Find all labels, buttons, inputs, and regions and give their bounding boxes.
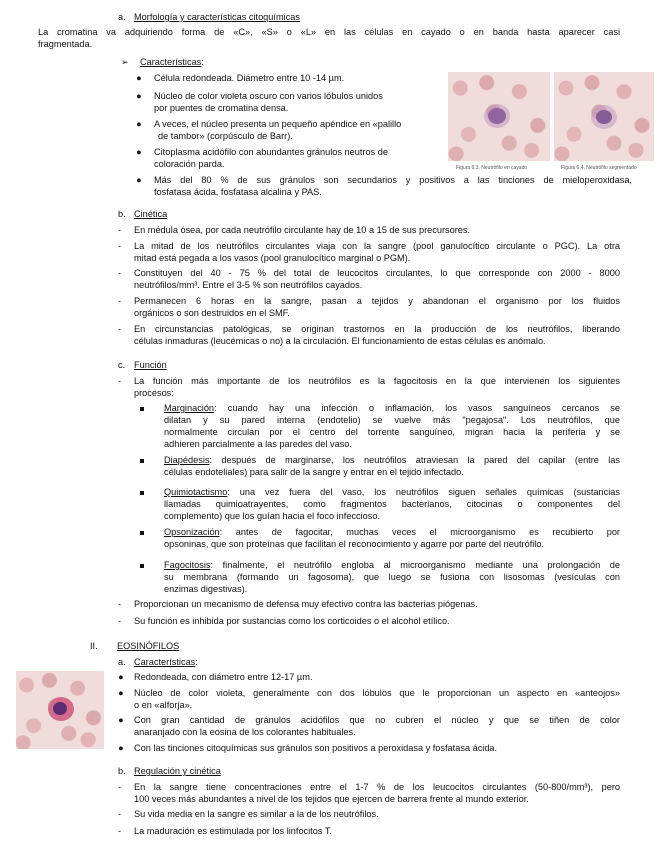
eosinophil-image [16, 671, 104, 749]
eosinophil-characteristics-heading: Características: [134, 657, 198, 667]
cytoplasm-shape [591, 105, 617, 129]
kinetics-line: células inmaduras (leucémicas o no) a la circulación. El funcionamiento de estas células es anómalo. [134, 336, 546, 346]
regulation-heading: Regulación y cinética [134, 766, 221, 776]
section-ii-a-letter: a. [118, 657, 126, 667]
figure-caption-1: Figura 6.3. Neutrófilo en cayado [456, 165, 528, 171]
section-a-intro-line2: fragmentada. [38, 39, 93, 49]
dash-bullet-icon: - [118, 809, 122, 819]
section-a-intro-line1: La cromatina va adquiriendo forma de «C», «S» o «L» en las células en cayado o en banda hasta aparecer casi [38, 27, 620, 37]
kinetics-line: neutrófilos/mm³. Entre el 3-5 % son neutrófilos cayados. [134, 280, 363, 290]
characteristic-line: por puentes de cromatina densa. [154, 103, 289, 113]
regulation-line: Su vida media en la sangre es similar a la de los neutrófilos. [134, 809, 379, 819]
phagocytosis-step-line: células endoteliales) para salir de la sangre y entrar en el tejido infectado. [164, 467, 464, 477]
function-extra-line: Proporcionan un mecanismo de defensa muy efectivo contra las bacterias piógenas. [134, 599, 478, 609]
dash-bullet-icon: - [118, 782, 122, 792]
kinetics-line: mitad está pegada a los vasos (pool granulocítico marginal o PGM). [134, 253, 411, 263]
characteristic-line: Más del 80 % de sus gránulos son secundarios y positivos a las tinciones de mieloperoxidasa, [154, 175, 632, 185]
dash-bullet-icon: - [118, 268, 122, 278]
step-term: Fagocitosis [164, 560, 211, 570]
step-description: : cuando hay una infección o inflamación, los vasos sanguíneos cercanos se [214, 403, 620, 413]
bullet-dot-icon: ● [136, 175, 142, 185]
characteristic-line: Célula redondeada. Diámetro entre 10 -14 µm. [154, 73, 345, 83]
eosinophil-characteristic-line: Redondeada, con diámetro entre 12-17 µm. [134, 672, 313, 682]
arrow-bullet-icon: ➢ [121, 57, 129, 67]
dash-bullet-icon: - [118, 241, 122, 251]
characteristic-line: A veces, el núcleo presenta un pequeño apéndice en «palillo [154, 119, 402, 129]
dash-bullet-icon: - [118, 376, 122, 386]
phagocytosis-step-line [164, 487, 620, 499]
square-bullet-icon [140, 531, 144, 535]
banded-neutrophil-image [448, 72, 550, 161]
bullet-dot-icon: ● [136, 119, 142, 129]
characteristic-line: de tambor» (corpúsculo de Barr). [158, 131, 293, 141]
nucleus-shape [53, 702, 67, 715]
function-extra-line: Su función es inhibida por sustancias como los corticoides o el alcohol etílico. [134, 616, 450, 626]
step-description: : una vez fuera del vaso, los neutrófilos siguen señales químicas (sustancias [227, 487, 620, 497]
phagocytosis-step-line [164, 403, 620, 415]
segmented-neutrophil-image [554, 72, 654, 161]
eosinophil-characteristic-line: o en «alforja». [134, 700, 193, 710]
phagocytosis-step-line [164, 527, 620, 539]
characteristic-line: fosfatasa ácida, fosfatasa alcalina y PAS. [154, 187, 322, 197]
cytoplasm-shape [484, 104, 510, 128]
bullet-dot-icon: ● [136, 91, 142, 101]
section-c-letter: c. [118, 360, 126, 370]
regulation-line: En la sangre tiene concentraciones entre el 1-7 % de los leucocitos circulantes (50-800/mm³), pero [134, 782, 620, 792]
bullet-dot-icon: ● [136, 147, 142, 157]
step-term: Marginación [164, 403, 215, 413]
bullet-dot-icon: ● [136, 73, 142, 83]
section-b-heading: Cinética [134, 209, 168, 219]
section-a-letter: a. [118, 12, 126, 22]
kinetics-line: En circunstancias patológicas, se originan trastornos en la producción de los neutrófilos, liberando [134, 324, 620, 334]
phagocytosis-step-line: adhieren parcialmente a las paredes del vaso. [164, 439, 352, 449]
phagocytosis-step-line: su membrana (formando un fagosoma), que luego se fusiona con lisosomas (vesículas con [164, 572, 620, 582]
phagocytosis-step-line: normalmente circulan por el centro del torrente sanguíneo, migran hacia la periferia y se [164, 427, 620, 437]
characteristic-line: Citoplasma acidófilo con abundantes gránulos neutros de [154, 147, 388, 157]
phagocytosis-step-line: llamadas quimioatrayentes, como fragmentos bacterianos, citocinas o componentes del [164, 499, 620, 509]
dash-bullet-icon: - [118, 324, 122, 334]
eosinophil-characteristic-line: Núcleo de color violeta, generalmente con dos lóbulos que le proporcionan un aspecto en «anteojos» [134, 688, 620, 698]
dash-bullet-icon: - [118, 599, 122, 609]
section-ii-numeral: II. [90, 641, 98, 651]
function-intro-line: La función más importante de los neutrófilos es la fagocitosis en la que intervienen los siguientes [134, 376, 620, 386]
characteristic-line: Núcleo de color violeta oscuro con varios lóbulos unidos [154, 91, 383, 101]
step-term: Diapédesis [164, 455, 210, 465]
kinetics-line: Permanecen 6 horas en la sangre, pasan a tejidos y abandonan el organismo por los fluidos [134, 296, 620, 306]
square-bullet-icon [140, 459, 144, 463]
square-bullet-icon [140, 564, 144, 568]
kinetics-line: orgánicos o son destruidos en el SMF. [134, 308, 290, 318]
eosinophils-heading: EOSINÓFILOS [117, 641, 180, 651]
phagocytosis-step-line [164, 455, 620, 467]
dash-bullet-icon: - [118, 826, 122, 836]
section-b-letter: b. [118, 209, 126, 219]
figure-caption-2: Figura 6.4. Neutrófilo segmentado [561, 165, 637, 171]
step-term: Quimiotactismo [164, 487, 228, 497]
step-description: : finalmente, el neutrófilo engloba al microorganismo mediante una prolongación de [210, 560, 620, 570]
phagocytosis-step-line: opsoninas, que son proteínas que facilitan el reconocimiento y agarre por parte del neutrófilo. [164, 539, 544, 549]
section-c-heading: Función [134, 360, 167, 370]
section-a-heading: Morfología y características citoquímicas [134, 12, 300, 22]
function-intro-line: procesos: [134, 388, 174, 398]
dash-bullet-icon: - [118, 616, 122, 626]
step-description: : después de marginarse, los neutrófilos atraviesan la pared del capilar (entre las [209, 455, 620, 465]
section-ii-b-letter: b. [118, 766, 126, 776]
square-bullet-icon [140, 491, 144, 495]
eosinophil-characteristic-line: Con las tinciones citoquímicas sus gránulos son positivos a peroxidasa y fosfatasa ácida. [134, 743, 498, 753]
regulation-line: La maduración es estimulada por los linfocitos T. [134, 826, 332, 836]
step-description: : antes de fagocitar, muchas veces el microorganismo es recubierto por [219, 527, 620, 537]
characteristic-line: coloración parda. [154, 159, 225, 169]
kinetics-line: Constituyen del 40 - 75 % del total de leucocitos circulantes, lo que corresponde con 2000 - 8000 [134, 268, 620, 278]
characteristics-heading: Características: [140, 57, 204, 67]
step-term: Opsonización [164, 527, 220, 537]
eosinophil-characteristic-line: anaranjado con la eosina de los colorantes habituales. [134, 727, 356, 737]
bullet-dot-icon: ● [118, 743, 124, 753]
kinetics-line: La mitad de los neutrófilos circulantes viaja con la sangre (pool ganulocítico circulante o PGC). La otra [134, 241, 620, 251]
regulation-line: 100 veces más abundantes a nivel de los tejidos que ejercen de barrera frente al mundo exterior. [134, 794, 529, 804]
dash-bullet-icon: - [118, 225, 122, 235]
bullet-dot-icon: ● [118, 672, 124, 682]
phagocytosis-step-line: enzimas digestivas). [164, 584, 248, 594]
eosinophil-characteristic-line: Con gran cantidad de gránulos acidófilos que no cubren el núcleo y que se tiñen de color [134, 715, 620, 725]
bullet-dot-icon: ● [118, 715, 124, 725]
phagocytosis-step-line [164, 560, 620, 572]
phagocytosis-step-line: complemento) que los guían hacia el foco infeccioso. [164, 511, 381, 521]
bullet-dot-icon: ● [118, 688, 124, 698]
square-bullet-icon [140, 407, 144, 411]
phagocytosis-step-line: dilatan y su pared interna (endotelio) se vuelve más "pegajosa". Los neutrófilos, que [164, 415, 620, 425]
kinetics-line: En médula ósea, por cada neutrófilo circulante hay de 10 a 15 de sus precursores. [134, 225, 471, 235]
dash-bullet-icon: - [118, 296, 122, 306]
